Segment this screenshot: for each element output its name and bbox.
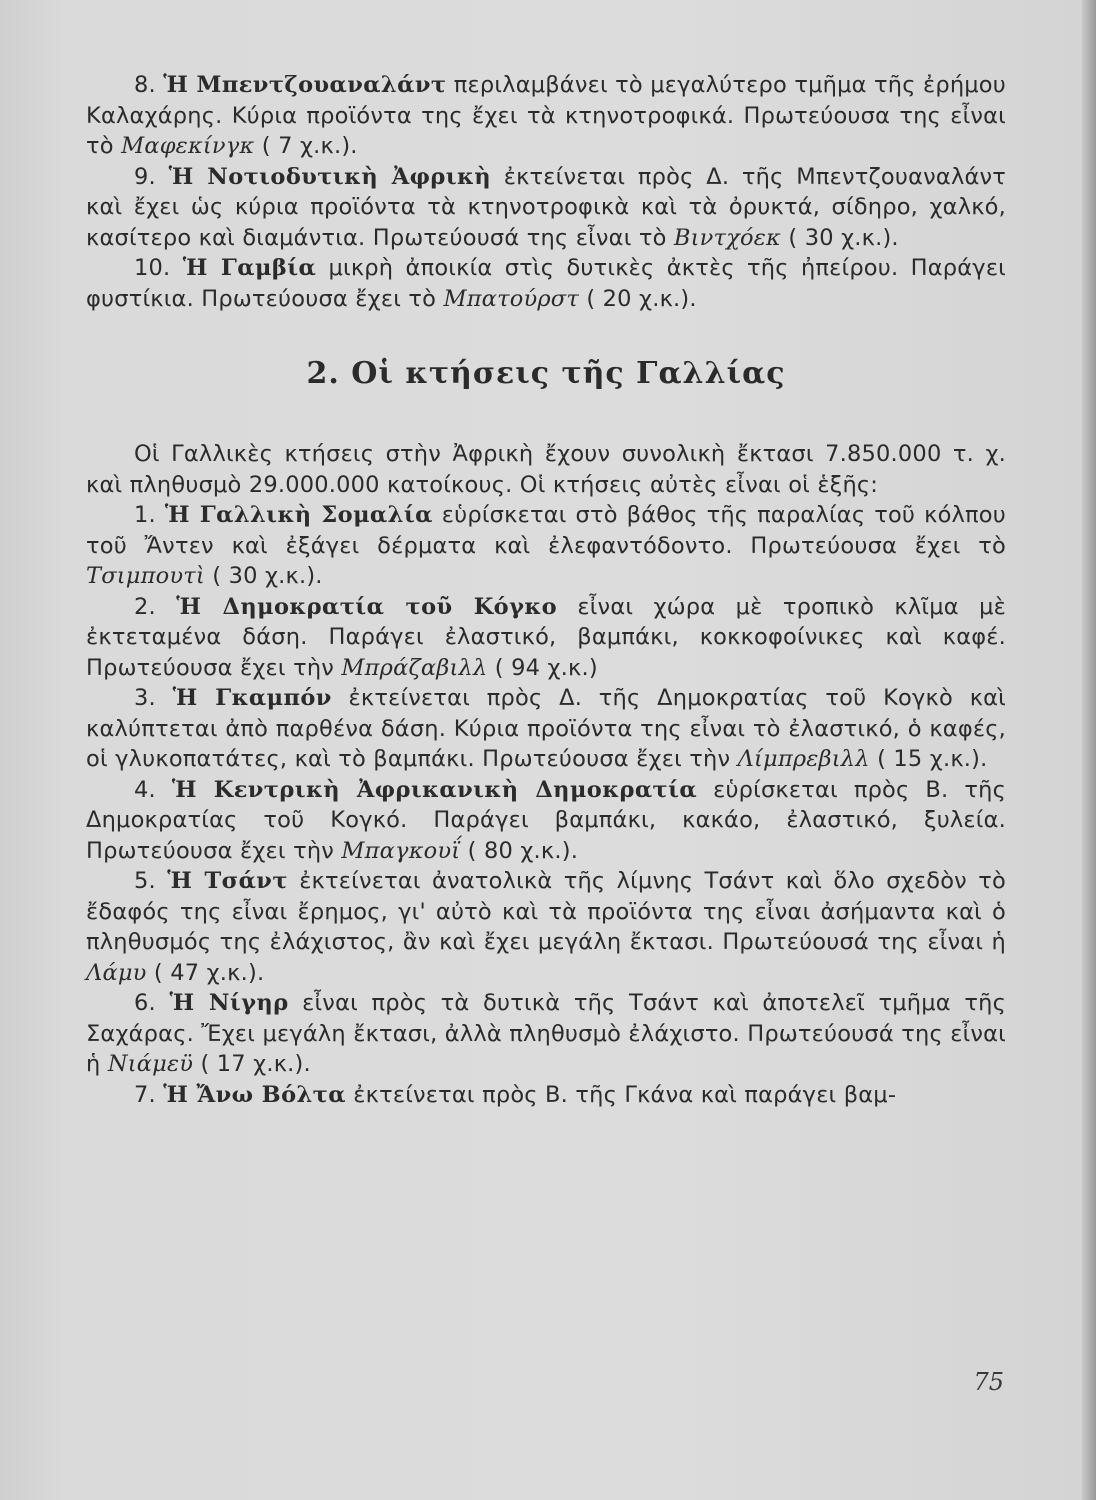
list-item-4	[86, 775, 1006, 867]
body-text	[86, 70, 1006, 1110]
list-item-2	[86, 592, 1006, 684]
item-number: 4.	[134, 776, 156, 803]
item-text-end: ( 7 χ.κ.).	[254, 133, 358, 159]
item-text-end: ( 47 χ.κ.).	[146, 959, 265, 986]
item-text: εὑρίσκεται πρὸς Β. τῆς Δημοκρατίας τοῦ Κογκό. Παράγει βαμπάκι, κακάο, ἐλαστικό, ξυλεία. Πρωτεύουσα ἔχει τὴν	[86, 776, 1007, 864]
list-item-3	[86, 683, 1006, 775]
item-text: ἐκτείνεται ἀνατολικὰ τῆς λίμνης Τσάντ καὶ ὅλο σχεδὸν τὸ ἔδαφός της εἶναι ἔρημος, γι' αὐτὸ καὶ τὰ προϊόντα της εἶναι ἀσήμαντα καὶ ὁ πληθυσμός της ἐλάχιστος, ἂν καὶ ἔχει μεγάλη ἔκτασι. Πρωτεύουσά της εἶναι ἡ	[86, 868, 1006, 955]
list-item-5	[86, 866, 1006, 988]
capital-name: Βιντχόεκ	[673, 224, 782, 251]
page-number: 75	[973, 1368, 1004, 1396]
item-number: 10.	[134, 255, 171, 281]
item-text: ἐκτείνεται πρὸς Δ. τῆς Μπεντζουαναλάντ καὶ ἔχει ὡς κύρια προϊόντα τὰ κτηνοτροφικὰ καὶ τὰ ὀρυκτά, σίδηρο, χαλκό, κασίτερο καὶ διαμάντια. Πρωτεύουσά της εἶναι τὸ	[86, 163, 1007, 251]
country-name: Ἡ Μπεντζουαναλάντ	[163, 72, 447, 98]
capital-name: Λίμπρεβιλλ	[737, 746, 870, 772]
item-text: εἶναι πρὸς τὰ δυτικὰ τῆς Τσάντ καὶ ἀποτελεῖ τμῆμα τῆς Σαχάρας. Ἔχει μεγάλη ἔκτασι, ἀλλὰ πληθυσμὸ ἐλάχιστο. Πρωτεύουσά της εἶναι ἡ	[86, 990, 1006, 1077]
capital-name: Μπράζαβιλλ	[341, 654, 488, 681]
item-text-end: ( 80 χ.κ.).	[460, 837, 579, 864]
item-text: εἶναι χώρα μὲ τροπικὸ κλῖμα μὲ ἐκτεταμένα δάση. Παράγει ἐλαστικό, βαμπάκι, κοκκοφοίνικες καὶ καφέ. Πρωτεύουσα ἔχει τὴν	[86, 593, 1006, 681]
capital-name: Μαφεκίνγκ	[121, 133, 255, 159]
item-text: ἐκτείνεται πρὸς Δ. τῆς Δημοκρατίας τοῦ Κογκὸ καὶ καλύπτεται ἀπὸ παρθένα δάση. Κύρια προϊόντα της εἶναι τὸ ἐλαστικό, ὁ καφές, οἱ γλυκοπατάτες, καὶ τὸ βαμπάκι. Πρωτεύουσα ἔχει τὴν	[86, 685, 1006, 772]
capital-name: Μπαγκουΐ	[341, 837, 461, 864]
item-text: ἐκτείνεται πρὸς Β. τῆς Γκάνα καὶ παράγει βαμ-	[345, 1081, 897, 1108]
capital-name: Νιάμεϋ	[107, 1051, 194, 1077]
country-name: Ἡ Νοτιοδυτικὴ Ἀφρικὴ	[168, 163, 492, 190]
list-item-6	[86, 988, 1006, 1080]
country-name: Ἡ Νίγηρ	[169, 990, 289, 1016]
item-number: 9.	[134, 163, 156, 190]
country-name: Ἡ Ἄνω Βόλτα	[163, 1081, 346, 1108]
item-number: 3.	[134, 685, 156, 711]
list-item-10	[86, 253, 1006, 314]
item-text: περιλαμβάνει τὸ μεγαλύτερο τμῆμα τῆς ἐρήμου Καλαχάρης. Κύρια προϊόντα της ἔχει τὰ κτηνοτροφικά. Πρωτεύουσα της εἶναι τὸ	[86, 72, 1006, 159]
country-name: Ἡ Γαλλικὴ Σομαλία	[164, 502, 433, 528]
item-text-end: ( 20 χ.κ.).	[578, 285, 697, 312]
item-text: εὑρίσκεται στὸ βάθος τῆς παραλίας τοῦ κόλπου τοῦ Ἄντεν καὶ ἐξάγει δέρματα καὶ ἐλεφαντόδοντο. Πρωτεύουσα ἔχει τὸ	[86, 502, 1006, 559]
item-text-end: ( 30 χ.κ.).	[781, 224, 899, 251]
country-name: Ἡ Κεντρικὴ Ἀφρικανικὴ Δημοκρατία	[171, 776, 698, 803]
item-number: 6.	[134, 990, 156, 1016]
country-name: Ἡ Δημοκρατία τοῦ Κόγκο	[176, 593, 558, 620]
item-number: 8.	[134, 72, 156, 98]
list-item-8	[86, 70, 1006, 162]
item-text-end: ( 15 χ.κ.).	[869, 746, 988, 772]
item-text-end: ( 17 χ.κ.).	[193, 1051, 311, 1077]
capital-name: Μπατούρστ	[443, 285, 579, 312]
country-name: Ἡ Γαμβία	[182, 255, 317, 281]
section-heading: 2. Οἱ κτήσεις τῆς Γαλλίας	[306, 356, 786, 391]
list-item-9	[86, 162, 1006, 254]
item-number: 7.	[134, 1081, 156, 1108]
intro-paragraph: Οἱ Γαλλικὲς κτήσεις στὴν Ἀφρικὴ ἔχουν συνολικὴ ἔκτασι 7.850.000 τ. χ. καὶ πληθυσμὸ 29.000.000 κατοίκους. Οἱ κτήσεις αὐτὲς εἶναι οἱ ἑξῆς:	[86, 441, 1006, 498]
country-name: Ἡ Τσάντ	[167, 868, 288, 894]
page-edge-shadow	[1082, 0, 1096, 1500]
capital-name: Λάμυ	[86, 959, 147, 986]
list-item-7	[86, 1080, 1006, 1111]
item-text-end: ( 94 χ.κ.)	[487, 654, 598, 681]
list-item-1	[86, 500, 1006, 592]
item-text: μικρὴ ἀποικία στὶς δυτικὲς ἀκτὲς τῆς ἠπείρου. Παράγει φυστίκια. Πρωτεύουσα ἔχει τὸ	[86, 255, 1007, 312]
item-text-end: ( 30 χ.κ.).	[204, 563, 323, 589]
item-number: 2.	[134, 593, 156, 620]
item-number: 1.	[134, 502, 156, 528]
capital-name: Τσιμπουτὶ	[86, 563, 205, 589]
item-number: 5.	[134, 868, 156, 894]
country-name: Ἡ Γκαμπόν	[172, 685, 332, 711]
